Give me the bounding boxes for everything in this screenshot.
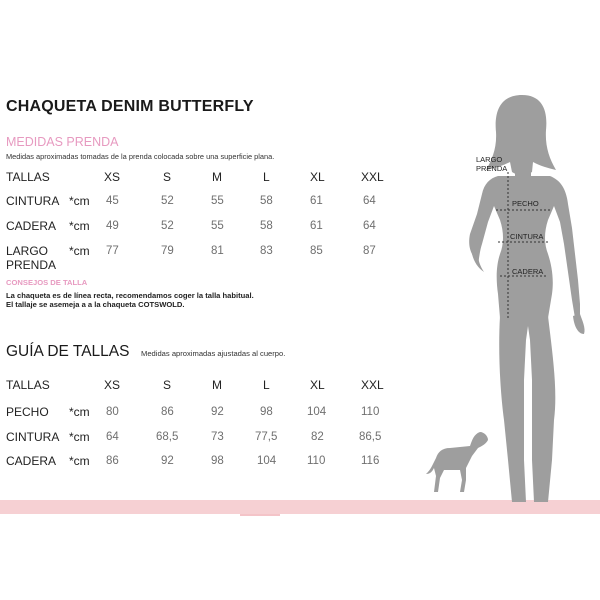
table-cell: 82 [311, 431, 324, 443]
unit-label: *cm [69, 405, 90, 419]
table-header-cell: TALLAS [6, 378, 50, 392]
unit-label: *cm [69, 430, 90, 444]
table-cell: 79 [161, 245, 174, 257]
table-header-cell: L [263, 378, 270, 392]
table-cell: 85 [310, 245, 323, 257]
table-header-cell: M [212, 378, 222, 392]
table-header-cell: XXL [361, 378, 384, 392]
size-advice-line-1: La chaqueta es de línea recta, recomendamos coger la talla habitual. [6, 291, 254, 300]
table-cell: 77 [106, 245, 119, 257]
table-cell: 116 [361, 455, 380, 467]
unit-label: *cm [69, 244, 90, 258]
table-cell: 58 [260, 195, 273, 207]
row-label: PRENDA [6, 258, 57, 272]
table-cell: 49 [106, 220, 119, 232]
table-header-cell: XL [310, 378, 325, 392]
table-cell: 52 [161, 220, 174, 232]
row-label: CADERA [6, 454, 57, 468]
table-cell: 55 [211, 220, 224, 232]
table-header-cell: L [263, 170, 270, 184]
size-advice-line-2: El tallaje se asemeja a a la chaqueta COTSWOLD. [6, 300, 185, 309]
garment-measures-note: Medidas aproximadas tomadas de la prenda colocada sobre una superficie plana. [6, 152, 275, 161]
table-cell: 52 [161, 195, 174, 207]
table-cell: 83 [260, 245, 273, 257]
table-cell: 98 [211, 455, 224, 467]
table-cell: 87 [363, 245, 376, 257]
table-header-cell: XS [104, 378, 121, 392]
table-header-cell: XL [310, 170, 325, 184]
table-cell: 61 [310, 195, 323, 207]
table-cell: 73 [211, 431, 224, 443]
table-cell: 68,5 [156, 431, 179, 443]
table-header-cell: S [163, 170, 172, 184]
table-cell: 86 [106, 455, 119, 467]
table-cell: 98 [260, 406, 273, 418]
table-cell: 104 [307, 406, 327, 418]
size-advice-heading: CONSEJOS DE TALLA [6, 278, 88, 287]
table-cell: 64 [363, 195, 376, 207]
size-guide-note: Medidas aproximadas ajustadas al cuerpo. [141, 349, 286, 358]
garment-measures-heading: MEDIDAS PRENDA [6, 135, 119, 149]
unit-label: *cm [69, 454, 90, 468]
table-header-cell: XXL [361, 170, 384, 184]
row-label: CINTURA [6, 430, 60, 444]
table-cell: 110 [361, 406, 380, 418]
table-header-cell: S [163, 378, 172, 392]
unit-label: *cm [69, 219, 90, 233]
figure-label-cintura: CINTURA [510, 232, 544, 241]
figure-label-cadera: CADERA [512, 267, 544, 276]
table-cell: 92 [161, 455, 174, 467]
dog-silhouette [426, 432, 488, 492]
table-cell: 110 [307, 455, 326, 467]
table-cell: 104 [257, 455, 277, 467]
table-cell: 86 [161, 406, 174, 418]
row-label: CADERA [6, 219, 57, 233]
row-label: CINTURA [6, 194, 60, 208]
table-cell: 80 [106, 406, 119, 418]
table-cell: 58 [260, 220, 273, 232]
table-cell: 64 [363, 220, 376, 232]
table-cell: 86,5 [359, 431, 382, 443]
table-cell: 45 [106, 195, 119, 207]
table-header-cell: XS [104, 170, 121, 184]
row-label: PECHO [6, 405, 49, 419]
table-cell: 81 [211, 245, 224, 257]
table-cell: 64 [106, 431, 119, 443]
table-cell: 92 [211, 406, 224, 418]
table-header-cell: TALLAS [6, 170, 50, 184]
table-cell: 55 [211, 195, 224, 207]
table-header-cell: M [212, 170, 222, 184]
size-guide-heading: GUÍA DE TALLAS [6, 343, 130, 360]
page-title: CHAQUETA DENIM BUTTERFLY [6, 98, 254, 115]
figure-label-pecho: PECHO [512, 199, 539, 208]
figure-label-largo: LARGO [476, 155, 503, 164]
unit-label: *cm [69, 194, 90, 208]
table-cell: 61 [310, 220, 323, 232]
figure-label-prenda: PRENDA [476, 164, 508, 173]
table-cell: 77,5 [255, 431, 278, 443]
row-label: LARGO [6, 244, 49, 258]
